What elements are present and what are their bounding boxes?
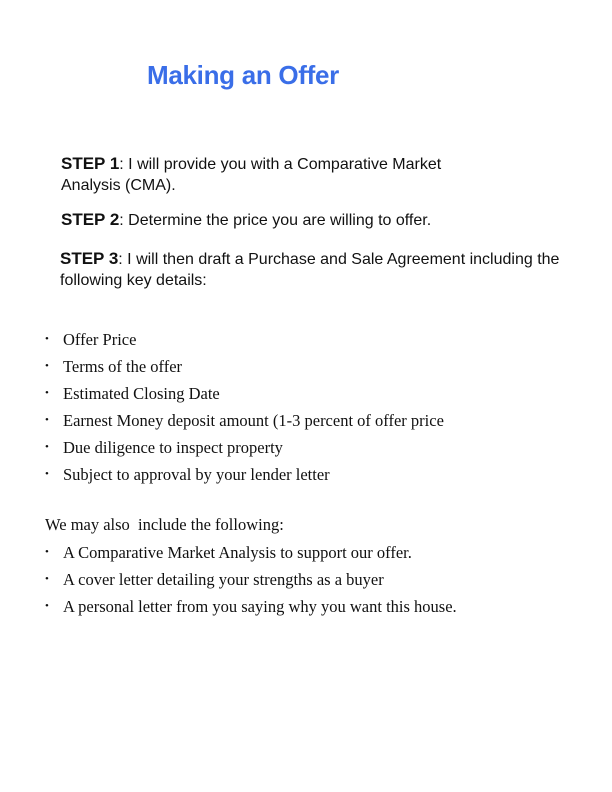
list-item-text: Earnest Money deposit amount (1-3 percent of offer price <box>63 411 444 430</box>
bullet-icon: • <box>45 387 49 399</box>
bullet-icon: • <box>45 414 49 426</box>
step-3 <box>60 248 580 291</box>
list-item <box>40 326 444 353</box>
list-item-text: A cover letter detailing your strengths as a buyer <box>63 570 384 589</box>
list-item <box>40 380 444 407</box>
bullet-icon: • <box>45 546 49 558</box>
bullet-icon: • <box>45 573 49 585</box>
step-1-label: STEP 1 <box>61 154 120 173</box>
list-item-text: Estimated Closing Date <box>63 384 220 403</box>
also-include-list <box>40 539 457 620</box>
bullet-icon: • <box>45 441 49 453</box>
bullet-icon: • <box>45 360 49 372</box>
list-item-text: A personal letter from you saying why you want this house. <box>63 597 457 616</box>
list-item <box>40 461 444 488</box>
list-item-text: Subject to approval by your lender letter <box>63 465 330 484</box>
step-2 <box>61 209 521 231</box>
step-1-text: : I will provide you with a Comparative Market Analysis (CMA). <box>61 156 442 194</box>
key-details-list <box>40 326 444 488</box>
bullet-icon: • <box>45 468 49 480</box>
list-item <box>40 353 444 380</box>
step-3-text: : I will then draft a Purchase and Sale Agreement including the following key details: <box>60 251 560 289</box>
bullet-icon: • <box>45 333 49 345</box>
list-item <box>40 593 457 620</box>
list-item-text: Due diligence to inspect property <box>63 438 283 457</box>
step-1 <box>61 153 501 196</box>
list-item-text: Terms of the offer <box>63 357 183 376</box>
page-title: Making an Offer <box>147 60 339 90</box>
list-item-text: A Comparative Market Analysis to support our offer. <box>63 543 412 562</box>
step-2-text: : Determine the price you are willing to offer. <box>119 212 432 229</box>
bullet-icon: • <box>45 600 49 612</box>
step-2-label: STEP 2 <box>61 210 120 229</box>
list-item <box>40 407 444 434</box>
also-include-intro: We may also include the following: <box>45 515 284 534</box>
step-3-label: STEP 3 <box>60 249 119 268</box>
list-item-text: Offer Price <box>63 330 137 349</box>
list-item <box>40 434 444 461</box>
list-item <box>40 539 457 566</box>
list-item <box>40 566 457 593</box>
